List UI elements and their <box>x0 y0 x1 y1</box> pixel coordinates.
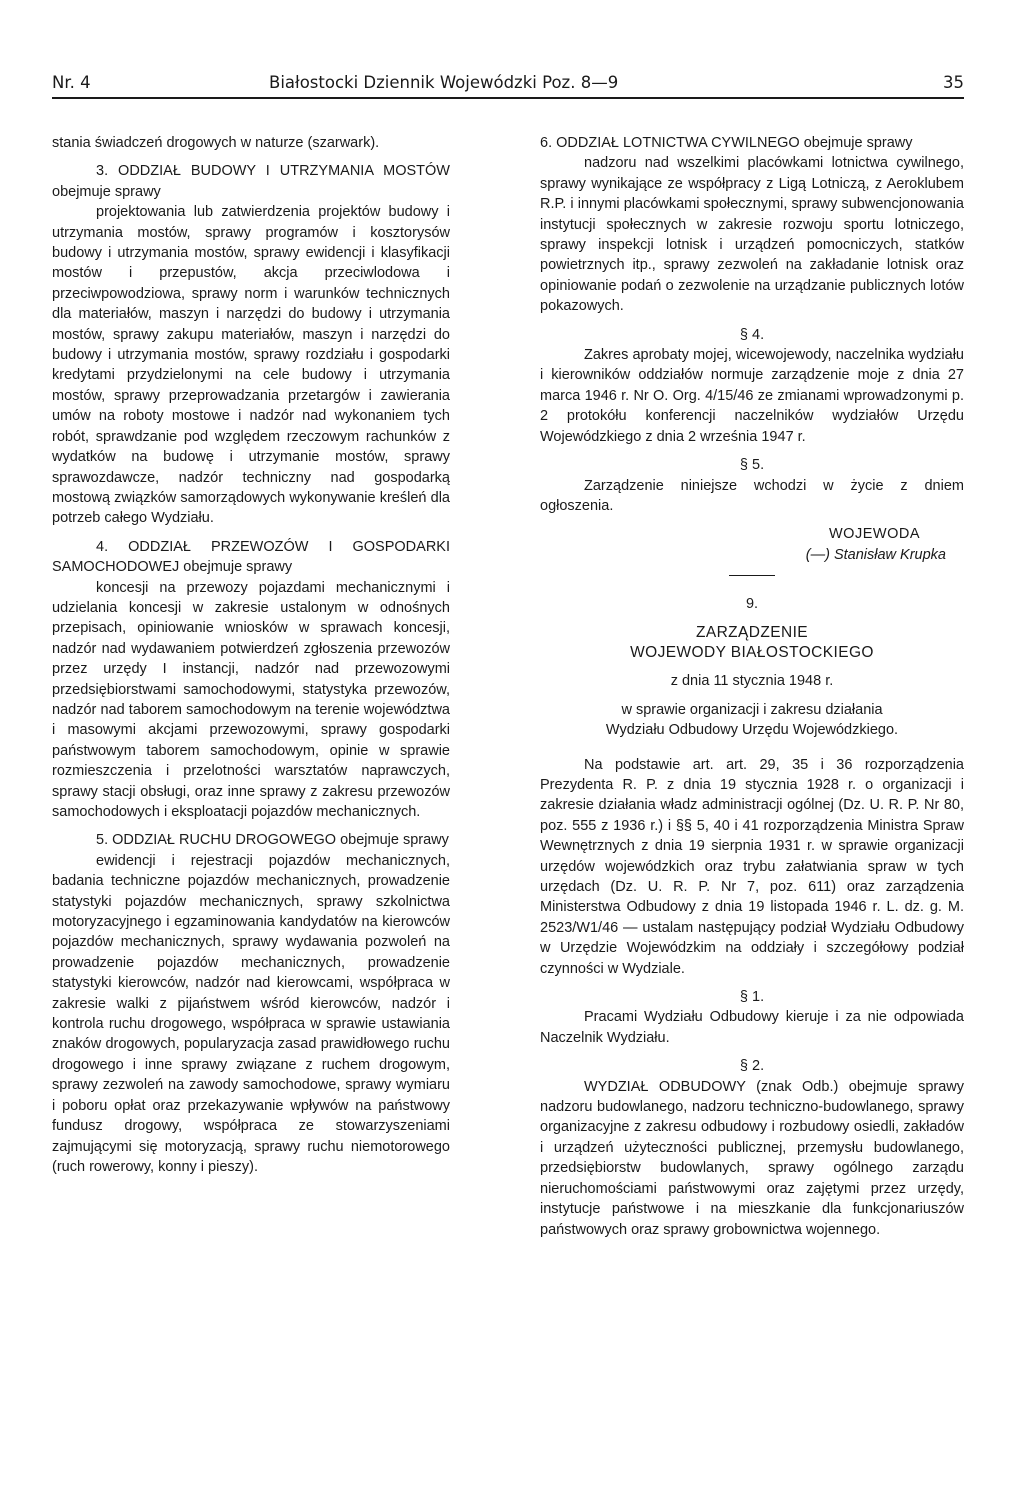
separator-rule <box>729 575 775 576</box>
document-issuer: WOJEWODY BIAŁOSTOCKIEGO <box>630 643 874 661</box>
issue-number: Nr. 4 <box>52 73 91 92</box>
section-heading-aviation: 6. ODDZIAŁ LOTNICTWA CYWILNEGO obejmuje sprawy <box>540 135 913 151</box>
right-column <box>540 133 964 1240</box>
section-heading-road-traffic: 5. ODDZIAŁ RUCHU DROGOWEGO obejmuje sprawy <box>96 832 449 849</box>
document-subject-line-2: Wydziału Odbudowy Urzędu Wojewódzkiego. <box>605 722 899 739</box>
section-body-aviation: nadzoru nad wszelkimi placówkami lotnictwa cywilnego, sprawy wynikające ze współpracy z Ligą Lotniczą, z Aeroklubem R.P. i innymi placówkami społecznymi, sprawy subwencjonowania instytucji społecznych w zakresie rozwoju sportu lotniczego, sprawy inspekcji lotnisk i urządzeń pomocniczych, statków powietrznych itp., sprawy zezwoleń na zakładanie lotnisk oraz opiniowanie podań o zezwolenie na urządzanie publicznych lotów pokazowych. <box>540 155 964 315</box>
section-body-bridges: projektowania lub zatwierdzenia projektów budowy i utrzymania mostów, sprawy programów i kosztorysów budowy i utrzymania mostów, sprawy ewidencji i klasyfikacji mostów i przepustów, akcja przeciwlodowa i przeciwpowodziowa, sprawy norm i warunków technicznych dla materiałów, maszyn i narzędzi do budowy i utrzymania mostów, sprawy zakupu materiałów, maszyn i narzędzi do budowy i utrzymania mostów, sprawy rozdziału i gospodarki kredytami przydzielonymi na cele budowy i utrzymania mostów, sprawy przeprowadzania przetargów i zawierania umów na roboty mostowe i nadzór nad wykonaniem tych robót, sprawdzanie pod względem rzeczowym rachunków z wydatków na budowę i utrzymanie mostów, sprawy sprawozdawcze, nadzór techniczny nad gospodarką mostową związków samorządowych wykonywanie kreśleń dla potrzeb całego Wydziału. <box>52 204 450 527</box>
section-body-road-traffic: ewidencji i rejestracji pojazdów mechanicznych, badania techniczne pojazdów mechanicznych, prowadzenie statystyki pojazdów mechanicznych, sprawy szkolnictwa motoryzacyjnego i egzaminowania kandydatów na kierowców pojazdów mechanicznych, sprawy wydawania pozwoleń na prowadzenie pojazdów mechanicznych, prowadzenie statystyki kierowców, nadzór nad kierowcami, współpraca w zakresie walki z pijaństwem wśród kierowców, nadzór i kontrola ruchu drogowego, współpraca w sprawie ustawiania znaków drogowych, popularyzacja zasad prawidłowego ruchu drogowego i inne sprawy związane z ruchem drogowym, sprawy zezwoleń na zawody samochodowe, sprawy wymiaru i poboru opłat oraz przekazywanie wpływów na państwowy fundusz drogowy, współpraca ze stowarzyszeniami zajmującymi się motoryzacją, sprawy ruchu niemotorowego (ruch rowerowy, konny i pieszy). <box>52 852 450 1175</box>
section-heading-transport: 4. ODDZIAŁ PRZEWOZÓW I GOSPODARKI SAMOCHODOWEJ obejmuje sprawy <box>52 538 450 576</box>
document-date: z dnia 11 stycznia 1948 r. <box>670 673 834 690</box>
preamble: Na podstawie art. art. 29, 35 i 36 rozporządzenia Prezydenta R. P. z dnia 19 stycznia 1928 r. o organizacji i zakresie działania władz administracji ogólnej (Dz. U. R. P. Nr 80, poz. 555 z 1936 r.) i §§ 5, 40 i 41 rozporządzenia Ministra Spraw Wewnętrznych z dnia 19 sierpnia 1931 r. w sprawie organizacji urzędów wojewódzkich oraz trybu załatwiania spraw w tych urzędach (Dz. U. R. P. Nr 7, poz. 611) oraz zarządzenia Ministerstwa Odbudowy z dnia 19 listopada 1946 r. L. dz. g. M. 2523/W1/46 — ustalam następujący podział Wydziału Odbudowy w Urzędzie Wojewódzkim na oddziały i szczegółowy podział czynności w Wydziale. <box>540 756 964 977</box>
journal-title: Białostocki Dziennik Wojewódzki Poz. 8—9 <box>269 73 619 92</box>
item-number: 9. <box>745 596 759 613</box>
document-subject-line-1: w sprawie organizacji i zakresu działania <box>621 701 883 718</box>
signature: (—) Stanisław Krupka <box>805 546 946 563</box>
paragraph-mark-4: § 4. <box>739 326 765 343</box>
paragraph-body-2: WYDZIAŁ ODBUDOWY (znak Odb.) obejmuje sprawy nadzoru budowlanego, nadzoru techniczno-budowlanego, sprawy organizacyjne z zakresu odbudowy i rozbudowy osiedli, zakładów i urządzeń użyteczności publicznej, przemysłu budowlanego, przedsiębiorstw budowlanych, sprawy ogólnego zarządu nieruchomościami państwowymi oraz zajętymi przez urzędy, instytucje państwowe i na mieszkanie dla funkcjonariuszów państwowych oraz sprawy grobownictwa wojennego. <box>540 1078 964 1238</box>
paragraph-body-4: Zakres aprobaty mojej, wicewojewody, naczelnika wydziału i kierowników oddziałów normuje zarządzenie moje z dnia 27 marca 1946 r. Nr O. Org. 4/15/46 ze zmianami wprowadzonymi p. 2 protokółu konferencji naczelników wydziałów Urzędu Wojewódzkiego z dnia 2 września 1947 r. <box>540 347 964 445</box>
paragraph-mark-2: § 2. <box>739 1058 765 1075</box>
left-column <box>52 133 450 1177</box>
voivode-title: WOJEWODA <box>829 526 920 543</box>
section-heading-bridges: 3. ODDZIAŁ BUDOWY I UTRZYMANIA MOSTÓW obejmuje sprawy <box>52 163 450 200</box>
paragraph-mark-5: § 5. <box>739 457 765 474</box>
paragraph-mark-1: § 1. <box>739 989 765 1006</box>
section-body-transport: koncesji na przewozy pojazdami mechanicznymi i udzielania koncesji w zakresie ustalonym w odnośnych przepisach, opiniowanie wniosków w sprawach koncesji, nadzór nad wydawaniem potwierdzeń zgłoszenia przewozów przez urzędy I instancji, nadzór nad przewozowymi przedsiębiorstwami samochodowymi, statystyka przewozów, nadzór nad taborem samochodowym na terenie województwa i masowymi akcjami przewozowymi, sprawy gospodarki państwowym taborem samochodowym, opinie w sprawie rozmieszczenia i przelotności warsztatów naprawczych, sprawy stacji obsługi, oraz inne sprawy z zakresu przewozów samochodowych i eksploatacji pojazdów mechanicznych. <box>52 579 450 820</box>
paragraph-body-1: Pracami Wydziału Odbudowy kieruje i za nie odpowiada Naczelnik Wydziału. <box>540 1009 964 1046</box>
page-header <box>52 71 964 99</box>
document-title: ZARZĄDZENIE <box>695 623 809 641</box>
page-number: 35 <box>943 73 964 92</box>
paragraph-szarwark: stania świadczeń drogowych w naturze (szarwark). <box>52 135 380 151</box>
paragraph-body-5: Zarządzenie niniejsze wchodzi w życie z dniem ogłoszenia. <box>540 477 964 514</box>
